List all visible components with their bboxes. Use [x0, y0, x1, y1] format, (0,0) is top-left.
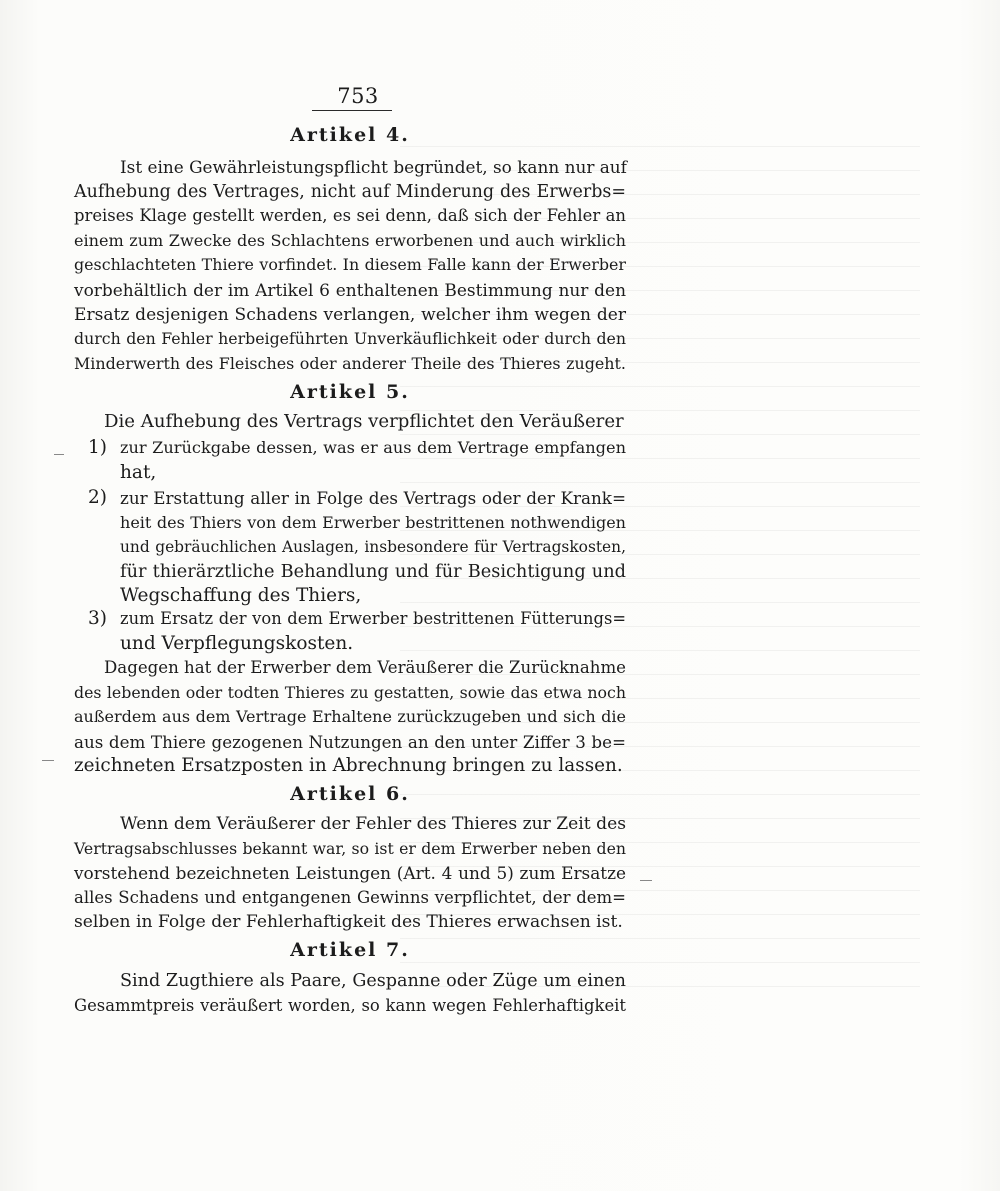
enumeration-item-3 — [74, 607, 626, 656]
text-line: geschlachteten Thiere vorfindet. In diesem Falle kann der Erwerber — [74, 255, 626, 275]
text-line: vorstehend bezeichneten Leistungen (Art. 4 und 5) zum Ersatze — [74, 863, 626, 884]
item-number: 3) — [88, 608, 107, 629]
text-line: Vertragsabschlusses bekannt war, so ist er dem Erwerber neben den — [74, 838, 626, 858]
artikel-5-heading: Artikel 5. — [290, 381, 410, 403]
text-line: zeichneten Ersatzposten in Abrechnung bringen zu lassen. — [74, 755, 623, 777]
text-line: preises Klage gestellt werden, es sei denn, daß sich der Fehler an — [74, 206, 626, 226]
text-line: und Verpflegungskosten. — [120, 632, 354, 654]
enumeration-item-2 — [74, 486, 626, 609]
margin-mark — [640, 880, 652, 881]
enumeration-item-1 — [74, 436, 626, 485]
artikel-5-closing-paragraph — [74, 656, 626, 779]
text-line: hat, — [120, 461, 157, 483]
artikel-7-heading: Artikel 7. — [290, 939, 410, 961]
text-line: außerdem aus dem Vertrage Erhaltene zurückzugeben und sich die — [74, 707, 626, 727]
artikel-6-heading: Artikel 6. — [290, 783, 410, 805]
text-line: Ersatz desjenigen Schadens verlangen, welcher ihm wegen der — [74, 304, 626, 325]
page-number: 753 — [337, 84, 379, 108]
text-line: Ist eine Gewährleistungspflicht begründet, so kann nur auf — [120, 157, 627, 177]
text-line: einem zum Zwecke des Schlachtens erworbenen und auch wirklich — [74, 230, 626, 250]
item-number: 1) — [88, 437, 107, 458]
text-line: Gesammtpreis veräußert worden, so kann wegen Fehlerhaftigkeit — [74, 995, 626, 1015]
text-line: vorbehältlich der im Artikel 6 enthaltenen Bestimmung nur den — [74, 279, 626, 300]
text-line: selben in Folge der Fehlerhaftigkeit des Thieres erwachsen ist. — [74, 912, 623, 933]
text-line: und gebräuchlichen Auslagen, insbesondere für Vertragskosten, — [120, 538, 626, 557]
artikel-4-heading: Artikel 4. — [290, 124, 410, 146]
artikel-4-paragraph — [74, 155, 626, 376]
text-line: Wenn dem Veräußerer der Fehler des Thieres zur Zeit des — [120, 814, 626, 834]
artikel-6-paragraph — [74, 812, 626, 935]
text-line: Aufhebung des Vertrages, nicht auf Minderung des Erwerbs= — [74, 181, 626, 202]
text-line: des lebenden oder todten Thieres zu gestatten, sowie das etwa noch — [74, 682, 626, 702]
text-line: Dagegen hat der Erwerber dem Veräußerer die Zurücknahme — [104, 658, 627, 677]
margin-mark — [54, 454, 64, 455]
page-number-rule — [312, 110, 392, 111]
text-line: durch den Fehler herbeigeführten Unverkäuflichkeit oder durch den — [74, 329, 626, 349]
text-line: heit des Thiers von dem Erwerber bestrittenen nothwendigen — [120, 512, 626, 532]
text-line: Wegschaffung des Thiers, — [120, 585, 362, 607]
text-line: für thierärztliche Behandlung und für Besichtigung und — [120, 561, 626, 582]
margin-mark — [42, 760, 54, 761]
text-line: Minderwerth des Fleisches oder anderer Theile des Thieres zugeht. — [74, 353, 626, 373]
text-line: zur Zurückgabe dessen, was er aus dem Vertrage empfangen — [120, 438, 626, 457]
item-number: 2) — [88, 487, 107, 508]
text-line: zum Ersatz der von dem Erwerber bestrittenen Fütterungs= — [120, 609, 626, 628]
text-line: alles Schadens und entgangenen Gewinns verpflichtet, der dem= — [74, 887, 626, 907]
artikel-5-intro — [74, 410, 626, 435]
text-line: Die Aufhebung des Vertrags verpflichtet den Veräußerer — [104, 411, 624, 432]
artikel-7-paragraph — [74, 969, 626, 1018]
text-line: zur Erstattung aller in Folge des Vertrags oder der Krank= — [120, 488, 626, 508]
text-line: aus dem Thiere gezogenen Nutzungen an den unter Ziffer 3 be= — [74, 731, 626, 752]
text-line: Sind Zugthiere als Paare, Gespanne oder Züge um einen — [120, 971, 626, 991]
